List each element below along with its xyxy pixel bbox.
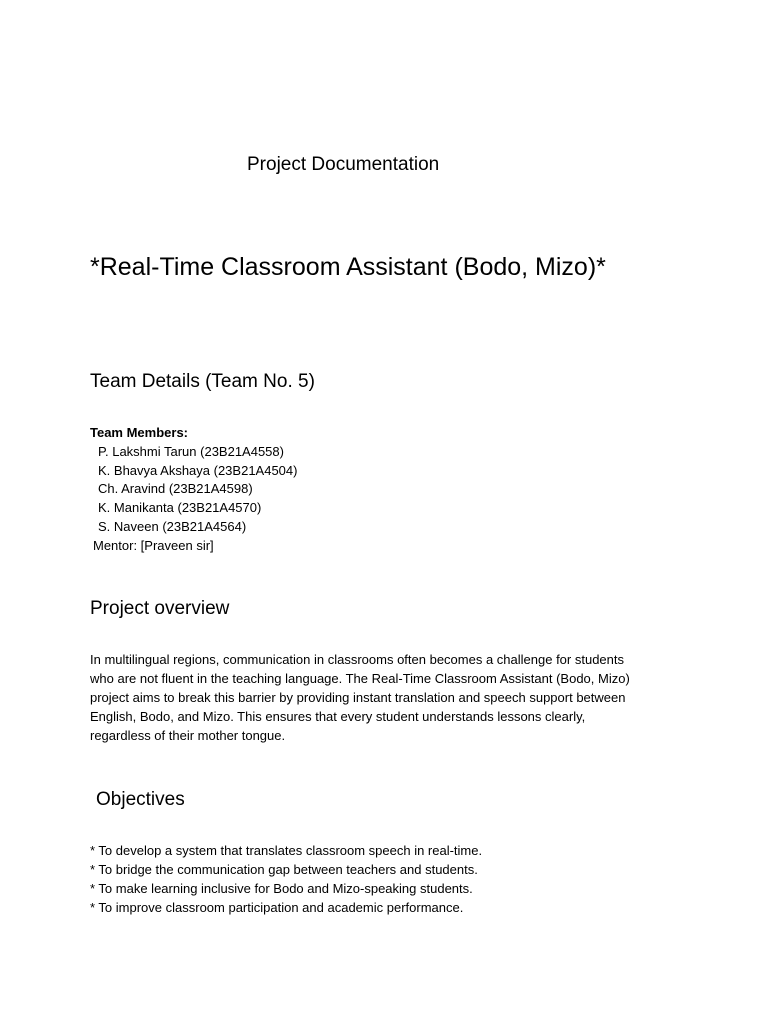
team-member: K. Bhavya Akshaya (23B21A4504) xyxy=(98,462,298,478)
project-overview-paragraph xyxy=(90,651,680,746)
team-details-heading: Team Details (Team No. 5) xyxy=(90,371,315,392)
team-member: K. Manikanta (23B21A4570) xyxy=(98,500,262,516)
paragraph-line: who are not fluent in the teaching language. The Real-Time Classroom Assistant (Bodo, Mizo) xyxy=(90,670,630,686)
objective-item: * To bridge the communication gap between teachers and students. xyxy=(90,862,478,877)
objectives-list xyxy=(90,841,482,917)
mentor-line: Mentor: [Praveen sir] xyxy=(93,537,214,553)
project-title: *Real-Time Classroom Assistant (Bodo, Mizo)* xyxy=(90,253,606,281)
paragraph-line: In multilingual regions, communication in classrooms often becomes a challenge for students xyxy=(90,652,624,667)
paragraph-line: project aims to break this barrier by providing instant translation and speech support between xyxy=(90,689,626,705)
objective-item: * To develop a system that translates classroom speech in real-time. xyxy=(90,843,483,858)
team-member: S. Naveen (23B21A4564) xyxy=(98,518,247,534)
objectives-heading: Objectives xyxy=(96,789,185,810)
team-member: Ch. Aravind (23B21A4598) xyxy=(98,481,253,497)
document-heading: Project Documentation xyxy=(247,154,440,175)
team-members-label: Team Members: xyxy=(90,425,189,440)
objective-item: * To make learning inclusive for Bodo and Mizo-speaking students. xyxy=(90,881,473,896)
team-member: P. Lakshmi Tarun (23B21A4558) xyxy=(98,443,284,459)
objective-item: * To improve classroom participation and academic performance. xyxy=(90,900,464,915)
team-members-block xyxy=(90,424,297,556)
paragraph-line: English, Bodo, and Mizo. This ensures that every student understands lessons clearly, xyxy=(90,708,586,724)
paragraph-line: regardless of their mother tongue. xyxy=(90,727,286,743)
project-overview-heading: Project overview xyxy=(90,598,230,619)
